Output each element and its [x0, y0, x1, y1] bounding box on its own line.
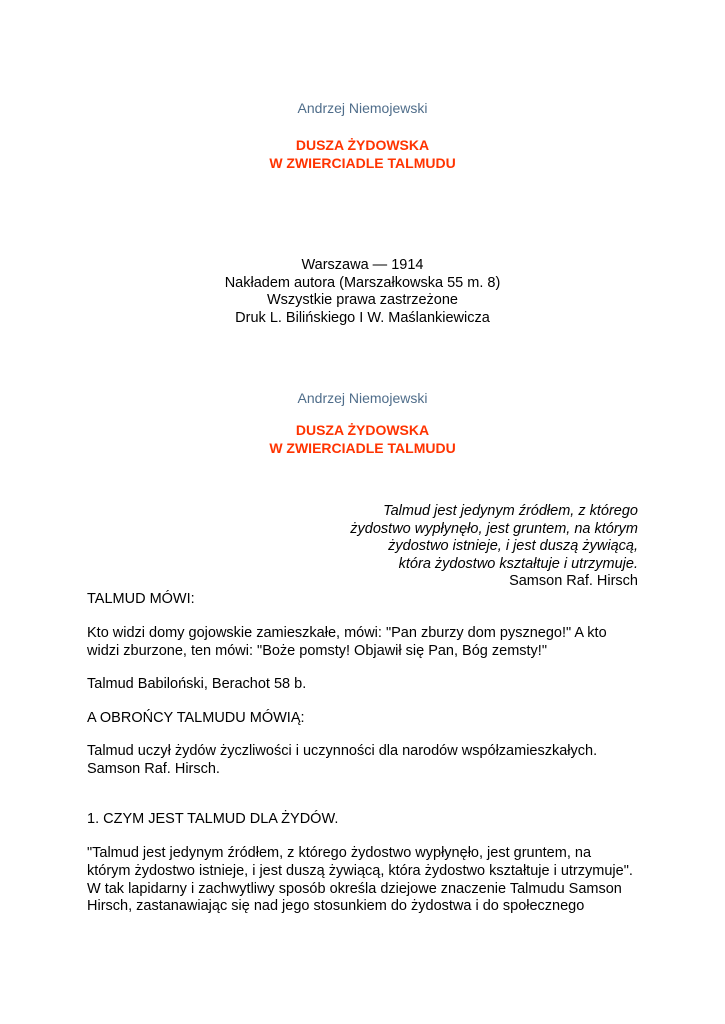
second-title-line2: W ZWIERCIADLE TALMUDU — [269, 440, 456, 456]
cover-title-line1: DUSZA ŻYDOWSKA — [295, 137, 430, 153]
paragraph-line: Samson Raf. Hirsch. — [87, 760, 220, 777]
second-author: Andrzej Niemojewski — [297, 390, 428, 406]
second-title-line1: DUSZA ŻYDOWSKA — [295, 422, 430, 438]
epigraph-line: żydostwo wypłynęło, jest gruntem, na którym — [350, 520, 638, 537]
imprint-line: Nakładem autora (Marszałkowska 55 m. 8) — [224, 274, 501, 291]
epigraph-line: Talmud jest jedynym źródłem, z którego — [383, 503, 638, 519]
chapter-1-paragraph — [87, 845, 647, 916]
talmud-mowi-paragraph — [87, 625, 647, 661]
paragraph-line: W tak lapidarny i zachwytliwy sposób określa dziejowe znaczenie Talmudu Samson — [87, 880, 622, 897]
paragraph-line: którym żydostwo istnieje, i jest duszą żywiącą, która żydostwo kształtuje i utrzymuje". — [87, 862, 633, 879]
talmud-source: Talmud Babiloński, Berachot 58 b. — [87, 676, 307, 692]
epigraph-line: która żydostwo kształtuje i utrzymuje. — [398, 555, 638, 572]
cover-imprint — [0, 257, 725, 327]
paragraph-line: Hirsch, zastanawiając się nad jego stosunkiem do żydostwa i do społecznego — [87, 898, 585, 915]
paragraph-line: Kto widzi domy gojowskie zamieszkałe, mówi: "Pan zburzy dom pysznego!" A kto — [87, 625, 607, 641]
epigraph-attribution: Samson Raf. Hirsch — [509, 573, 638, 590]
paragraph-line: "Talmud jest jedynym źródłem, z którego żydostwo wypłynęło, jest gruntem, na — [87, 845, 592, 861]
obroncy-heading: A OBROŃCY TALMUDU MÓWIĄ: — [87, 710, 305, 726]
epigraph — [218, 503, 638, 591]
imprint-line: Wszystkie prawa zastrzeżone — [267, 292, 458, 309]
imprint-line: Warszawa — 1914 — [301, 257, 424, 273]
cover-title-line2: W ZWIERCIADLE TALMUDU — [269, 155, 456, 171]
imprint-line: Druk L. Bilińskiego I W. Maślankiewicza — [235, 309, 490, 326]
obroncy-paragraph — [87, 743, 647, 779]
paragraph-line: widzi zburzone, ten mówi: "Boże pomsty! Objawił się Pan, Bóg zemsty!" — [87, 642, 547, 659]
talmud-mowi-heading: TALMUD MÓWI: — [87, 591, 195, 607]
epigraph-line: żydostwo istnieje, i jest duszą żywiącą, — [388, 538, 638, 555]
paragraph-line: Talmud uczył żydów życzliwości i uczynności dla narodów współzamieszkałych. — [87, 743, 598, 759]
cover-author: Andrzej Niemojewski — [297, 100, 428, 116]
chapter-1-heading: 1. CZYM JEST TALMUD DLA ŻYDÓW. — [87, 811, 339, 827]
